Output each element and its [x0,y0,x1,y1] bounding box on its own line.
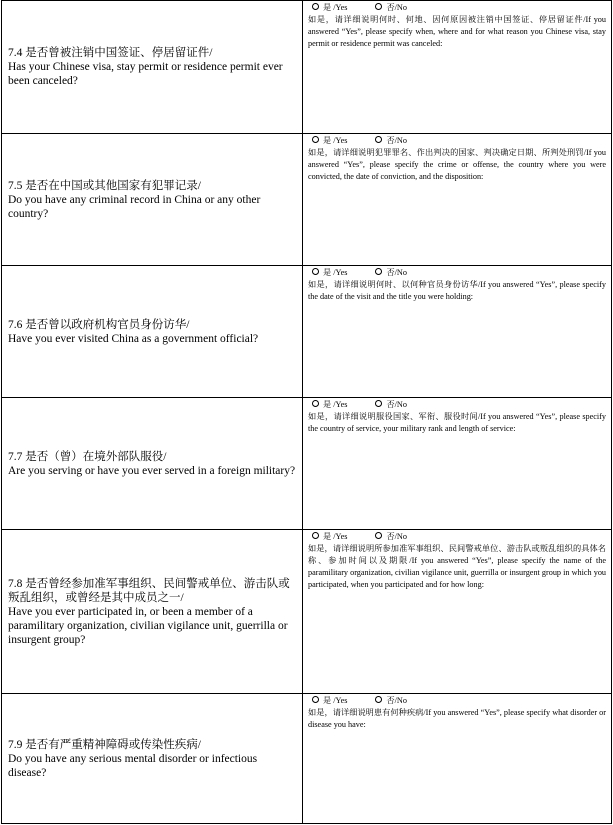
question-number: 7.6 [8,318,23,331]
radio-icon[interactable] [312,268,319,275]
question-cell [2,1,303,134]
no-option[interactable] [371,531,406,543]
question-text-en: Have you ever participated in, or been a member of a paramilitary organization, civilian vigilance unit, guerrilla or insurgent group? [8,605,288,646]
answer-options [308,135,606,147]
no-label: 否/No [386,136,407,145]
question-number: 7.7 [8,450,23,463]
question-cell [2,694,303,824]
detail-instructions: 如是，请详细说明何时、以何种官员身份访华/If you answered “Yes”, please specify the date of the visit and the title you were holding: [308,280,606,301]
radio-icon[interactable] [312,696,319,703]
yes-option[interactable] [308,2,347,14]
questionnaire-table [1,0,612,824]
question-row-7-6 [2,266,612,398]
answer-options [308,399,606,411]
yes-label: 是 /Yes [323,268,348,277]
no-label: 否/No [386,400,407,409]
no-option[interactable] [371,267,406,279]
answer-cell [303,1,612,134]
detail-instructions: 如是，请详细说明何时、何地、因何原因被注销中国签证、停居留证件/If you answered “Yes”, please specify when, where and for what reason you Chinese visa, stay permit or residence permit was canceled: [308,15,606,48]
no-option[interactable] [371,2,406,14]
no-label: 否/No [386,696,407,705]
yes-label: 是 /Yes [323,532,348,541]
question-row-7-5 [2,134,612,266]
no-option[interactable] [371,399,406,411]
radio-icon[interactable] [375,532,382,539]
answer-cell [303,266,612,398]
question-text-en: Has your Chinese visa, stay permit or residence permit ever been canceled? [8,61,283,87]
question-row-7-4 [2,1,612,134]
question-cell [2,398,303,530]
radio-icon[interactable] [312,400,319,407]
answer-options [308,267,606,279]
yes-option[interactable] [308,695,347,707]
detail-instructions: 如是，请详细说明犯罪罪名、作出判决的国家、判决确定日期、所判处刑罚/If you answered “Yes”, please specify the crime or offense, the country where you were convicted, the date of conviction, and the disposition: [308,148,606,181]
answer-options [308,531,606,543]
answer-cell [303,398,612,530]
yes-label: 是 /Yes [323,400,348,409]
question-text-zh: 是否曾经参加准军事组织、民间警戒单位、游击队或叛乱组织，或曾经是其中成员之一/ [8,577,290,604]
no-label: 否/No [386,532,407,541]
detail-instructions: 如是，请详细说明服役国家、军衔、服役时间/If you answered “Yes”, please specify the country of service, your military rank and length of service: [308,412,606,433]
yes-option[interactable] [308,531,347,543]
answer-options [308,695,606,707]
radio-icon[interactable] [375,400,382,407]
yes-option[interactable] [308,399,347,411]
detail-instructions: 如是，请详细说明患有何种疾病/If you answered “Yes”, please specify what disorder or disease you have: [308,708,606,729]
detail-instructions: 如是，请详细说明所参加准军事组织、民间警戒单位、游击队或叛乱组织的具体名称、参加时间以及期限/If you answered “Yes”, please specify the name of the paramilitary organization, civilian vigilance unit, guerrilla or insurgent group in which you participated, when you participated and for how long: [308,544,606,589]
question-number: 7.8 [8,577,23,590]
radio-icon[interactable] [312,532,319,539]
yes-label: 是 /Yes [323,3,348,12]
question-text-zh: 是否曾以政府机构官员身份访华/ [25,318,190,331]
no-option[interactable] [371,695,406,707]
radio-icon[interactable] [375,696,382,703]
question-cell [2,134,303,266]
question-text-zh: 是否曾被注销中国签证、停居留证件/ [25,47,213,59]
no-label: 否/No [386,3,407,12]
question-row-7-9 [2,694,612,824]
question-text-zh: 是否在中国或其他国家有犯罪记录/ [25,179,201,192]
question-text-zh: 是否有严重精神障碍或传染性疾病/ [25,738,201,751]
yes-label: 是 /Yes [323,696,348,705]
question-row-7-8 [2,530,612,694]
question-number: 7.5 [8,179,23,192]
radio-icon[interactable] [312,136,319,143]
yes-option[interactable] [308,135,347,147]
no-label: 否/No [386,268,407,277]
no-option[interactable] [371,135,406,147]
question-number: 7.4 [8,47,23,59]
question-text-en: Do you have any serious mental disorder or infectious disease? [8,752,258,779]
answer-cell [303,694,612,824]
radio-icon[interactable] [375,136,382,143]
radio-icon[interactable] [375,268,382,275]
question-number: 7.9 [8,738,23,751]
answer-cell [303,530,612,694]
question-cell [2,266,303,398]
question-row-7-7 [2,398,612,530]
question-text-en: Are you serving or have you ever served in a foreign military? [8,464,296,477]
yes-label: 是 /Yes [323,136,348,145]
radio-icon[interactable] [312,3,319,10]
question-text-en: Do you have any criminal record in China or any other country? [8,193,261,220]
answer-cell [303,134,612,266]
question-text-zh: 是否（曾）在境外部队服役/ [25,450,167,463]
question-cell [2,530,303,694]
question-text-en: Have you ever visited China as a government official? [8,332,259,345]
radio-icon[interactable] [375,3,382,10]
yes-option[interactable] [308,267,347,279]
answer-options [308,2,606,14]
